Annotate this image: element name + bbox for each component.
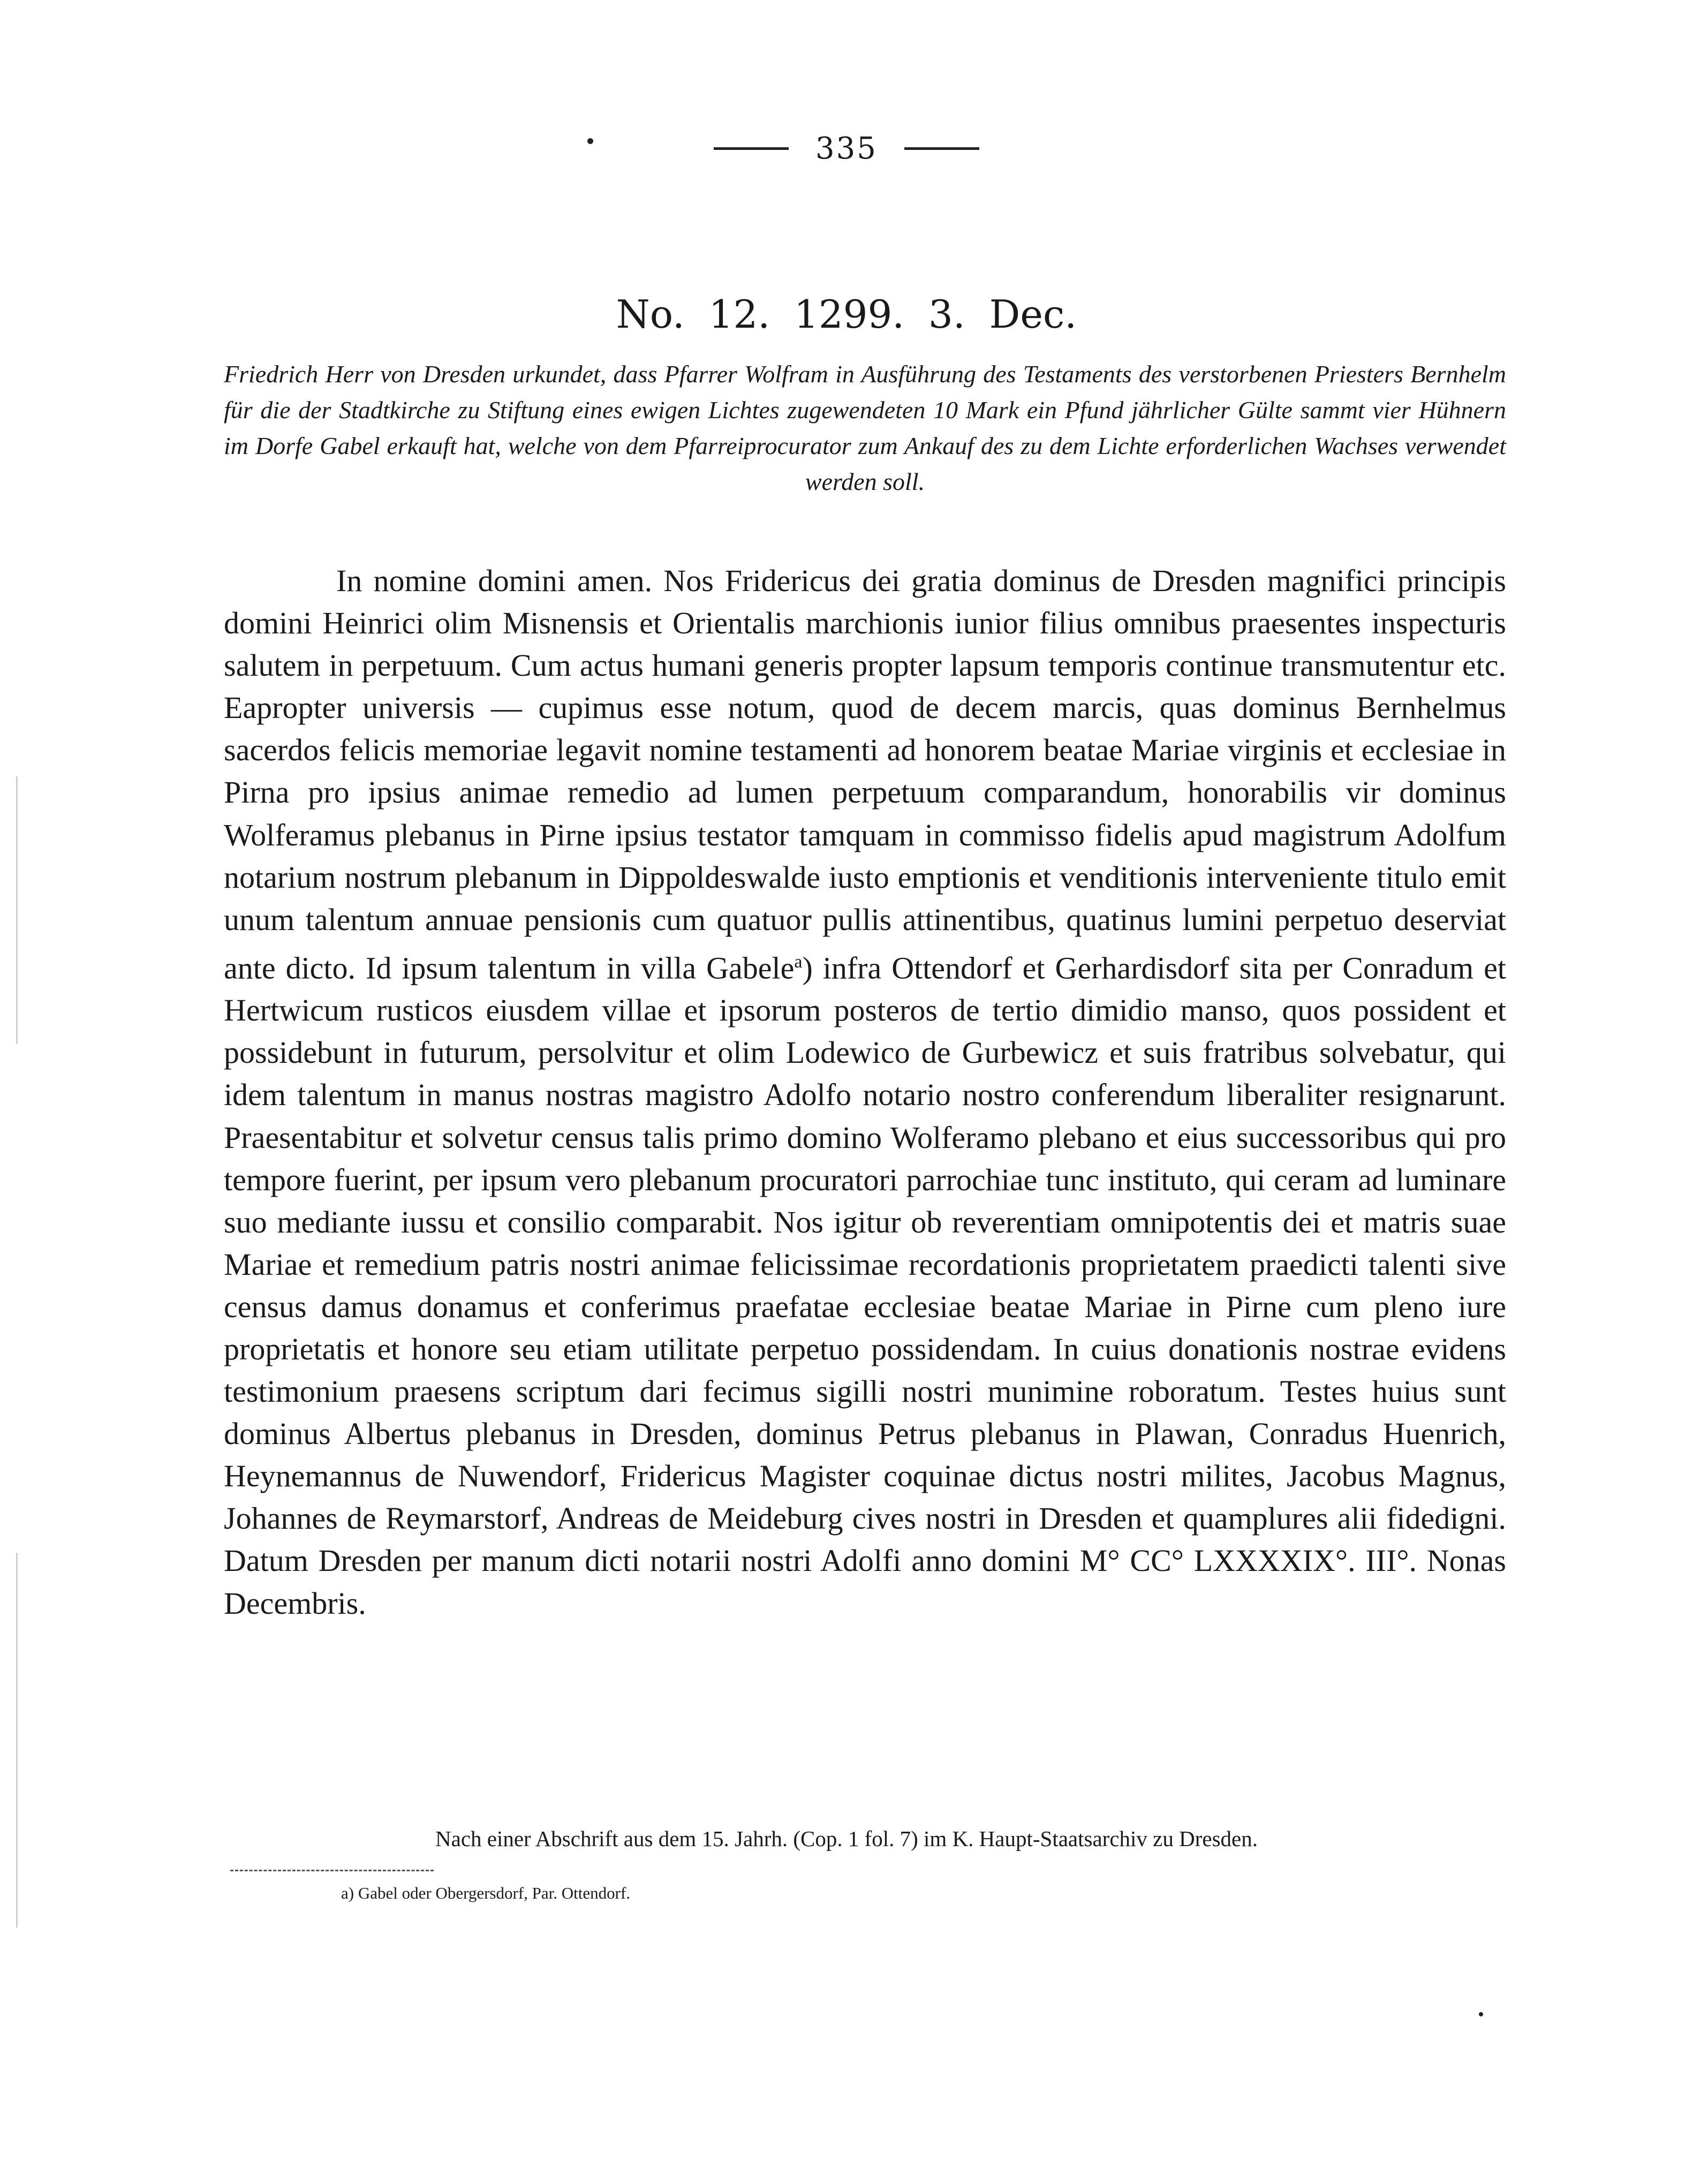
- body-text-part-2: ) infra Ottendorf et Gerhardisdorf sita per Conradum et Hertwicum rusticos eiusdem villae et ipsorum posteros de tertio dimidio manso, quos possident et possidebunt in futurum, persolvitur et olim Lodewico de Gurbewicz et suis fratribus solvebatur, qui idem talentum in manus nostras magistro Adolfo notario nostro conferendum liberaliter resignarunt. Praesentabitur et solvetur census talis primo domino Wolferamo plebano et eius successoribus qui pro tempore fuerint, per ipsum vero plebanum procuratori parrochiae tunc instituto, qui ceram ad luminare suo mediante iussu et consilio comparabit. Nos igitur ob reverentiam omnipotentis dei et matris suae Mariae et remedium patris nostri animae felicissimae recordationis proprietatem praedicti talenti sive census damus donamus et conferimus praefatae ecclesiae beatae Mariae in Pirne cum pleno iure proprietatis et honore seu etiam utilitate perpetuo possidendam. In cuius donationis nostrae evidens testimonium praesens scriptum dari fecimus sigilli nostri munimine roboratum. Testes huius sunt dominus Albertus plebanus in Dresden, dominus Petrus plebanus in Plawan, Conradus Huenrich, Heynemannus de Nuwendorf, Fridericus Magister coquinae dictus nostri milites, Jacobus Magnus, Johannes de Reymarstorf, Andreas de Meideburg cives nostri in Dresden et quamplures alii fidedigni. Datum Dresden per manum dicti notarii nostri Adolfi anno domini M° CC° LXXXXIX°. III°. Nonas Decembris.: [224, 950, 1506, 1621]
- document-title: No. 12. 1299. 3. Dec.: [616, 292, 1077, 337]
- page-number: 335: [815, 131, 878, 166]
- footnote-divider: [230, 1870, 434, 1871]
- document-summary: Friedrich Herr von Dresden urkundet, dass Pfarrer Wolfram in Ausführung des Testaments des verstorbenen Priesters Bernhelm für die der Stadtkirche zu Stiftung eines ewigen Lichtes zugewendeten 10 Mark ein Pfund jährlicher Gülte sammt vier Hühnern im Dorfe Gabel erkauft hat, welche von dem Pfarreiprocurator zum Ankauf des zu dem Lichte erforderlichen Wachses verwendet werden soll.: [224, 360, 1506, 495]
- scan-edge-line: [16, 1553, 18, 1928]
- source-note: Nach einer Abschrift aus dem 15. Jahrh. (Cop. 1 fol. 7) im K. Haupt-Staatsarchiv zu Dresden.: [435, 1826, 1258, 1851]
- scan-speck: [1479, 2012, 1483, 2016]
- header-rule-left: [714, 147, 789, 150]
- charter-body-text: [224, 560, 1506, 1624]
- header-rule-right: [904, 147, 979, 150]
- body-text-part-1: In nomine domini amen. Nos Fridericus dei gratia dominus de Dresden magnifici principis domini Heinrici olim Misnensis et Orientalis marchionis iunior filius omnibus praesentes inspecturis salutem in perpetuum. Cum actus humani generis propter lapsum temporis continue transmutentur etc. Eapropter universis — cupimus esse notum, quod de decem marcis, quas dominus Bernhelmus sacerdos felicis memoriae legavit nomine testamenti ad honorem beatae Mariae virginis et ecclesiae in Pirna pro ipsius animae remedio ad lumen perpetuum comparandum, honorabilis vir dominus Wolferamus plebanus in Pirne ipsius testator tamquam in commisso fidelis apud magistrum Adolfum notarium nostrum plebanum in Dippoldeswalde iusto emptionis et venditionis interveniente titulo emit unum talentum annuae pensionis cum quatuor pullis attinentibus, quatinus lumini perpetuo deserviat ante dicto. Id ipsum talentum in villa Gabele: [224, 563, 1506, 986]
- footnote-marker: a: [794, 951, 803, 972]
- page-header: [0, 131, 1693, 166]
- scan-edge-line: [16, 776, 18, 1044]
- footnote: a) Gabel oder Obergersdorf, Par. Ottendorf.: [341, 1884, 631, 1902]
